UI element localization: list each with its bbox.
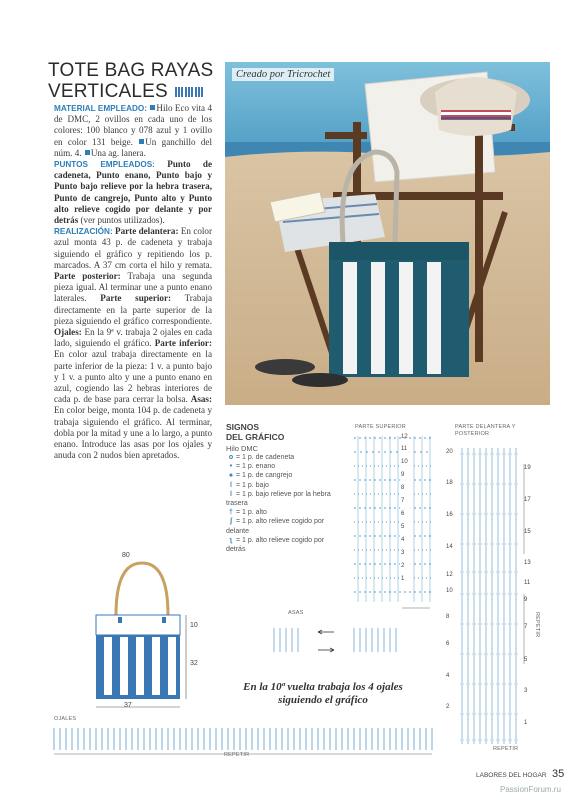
legend-label: = 1 p. bajo	[236, 481, 269, 489]
row-number: 17	[524, 497, 531, 503]
row-number: 2	[446, 704, 450, 710]
puntos-text: Punto de cadeneta, Punto enano, Punto bajo y Punto bajo relieve por la hebra trasera, Punto de cangrejo, Punto alto y Punto alto relieve cogido por delante y por detrás	[54, 159, 212, 226]
body-measure: 32	[190, 660, 198, 667]
buttonhole-note: En la 10ª vuelta trabaja los 4 ojales siguiendo el gráfico	[243, 681, 403, 706]
crab-stitch-icon: ♠	[229, 472, 233, 480]
double-crochet-icon: †	[229, 509, 233, 517]
row-number: 16	[446, 512, 453, 518]
section-text: En color beige, monta 104 p. de cadeneta y trabaja siguiendo el gráfico. Al terminar, dobla por la mitad y une a lo largo, a punto enano. Introduce las asas por los ojales y anuda con 2 nudos bien apretados.	[54, 405, 212, 461]
row-number: 19	[524, 465, 531, 471]
chart-label-ojales: OJALES	[54, 716, 77, 722]
legend-title-2: DEL GRÁFICO	[226, 432, 285, 442]
row-number: 1	[524, 720, 528, 726]
row-number: 5	[524, 657, 528, 663]
row-number: 8	[446, 614, 450, 620]
section-text: Trabaja directamente en la parte superior de la pieza siguiendo el gráfico correspondiente.	[54, 293, 213, 326]
bullet-icon	[85, 150, 90, 155]
material-text: Hilo Eco vita 4 de DMC, 2 ovillos en cada uno de los colores: 100 blanco y 078 azul y 1 ovillo en color 131 beige.	[54, 103, 212, 147]
section-label: Ojales:	[54, 327, 82, 338]
row-number: 7	[401, 498, 405, 504]
row-number: 12	[446, 572, 453, 578]
row-number: 14	[446, 544, 453, 550]
repeat-label: REPETIR	[493, 746, 519, 752]
repeat-label: REPETIR	[534, 612, 540, 638]
legend-label: = 1 p. de cadeneta	[236, 454, 295, 461]
product-photo	[225, 62, 550, 405]
magazine-name: LABORES DEL HOGAR	[476, 772, 547, 779]
difficulty-mark	[185, 87, 193, 97]
slip-stitch-icon: •	[229, 463, 233, 471]
legend-subtitle: Hilo DMC	[226, 444, 259, 453]
section-label: Parte delantera:	[115, 226, 179, 237]
handle-measure: 80	[122, 552, 130, 559]
row-number: 20	[446, 449, 453, 455]
watermark: PassionForum.ru	[500, 785, 561, 794]
puntos-note: (ver puntos utilizados).	[80, 215, 165, 226]
material-hook: Un ganchillo del núm. 4.	[54, 136, 212, 158]
bag-diagram	[82, 555, 192, 715]
back-post-dc-icon: ʅ	[229, 536, 233, 544]
row-number: 11	[401, 446, 408, 452]
row-number: 13	[524, 560, 531, 566]
back-loop-sc-icon: ǀ	[230, 490, 232, 498]
chart-label-asas: ASAS	[288, 610, 304, 616]
front-post-dc-icon: ʃ	[229, 518, 233, 526]
row-number: 11	[524, 580, 531, 586]
legend-item	[226, 481, 336, 490]
section-text: En la 9ª v. trabaja 2 ojales en cada lado, siguiendo el gráfico.	[54, 327, 212, 349]
section-label: Parte posterior:	[54, 271, 121, 282]
top-measure: 10	[190, 622, 198, 629]
row-number: 6	[446, 641, 450, 647]
row-number: 7	[524, 624, 528, 630]
section-label: Parte inferior:	[154, 338, 212, 349]
realizacion-heading: REALIZACIÓN:	[54, 227, 113, 237]
row-number: 8	[401, 485, 405, 491]
difficulty-mark	[175, 87, 183, 97]
legend-label: = 1 p. alto relieve cogido por delante	[226, 518, 325, 535]
material-needle: Una ag. lanera.	[90, 147, 146, 158]
section-text: En color azul trabaja directamente en la parte inferior de la pieza: 1 v. a punto bajo y 1 v. a punto alto y une a punto enano en azul, cogiendo las 2 hebras interiores de cada p. de base para cerrar la bolsa.	[54, 349, 212, 405]
row-number: 5	[401, 524, 405, 530]
chart-legend	[226, 422, 336, 554]
row-number: 9	[524, 597, 528, 603]
article-title	[48, 60, 228, 102]
legend-title: SIGNOS	[226, 422, 260, 432]
material-heading: MATERIAL EMPLEADO:	[54, 104, 148, 113]
row-number: 10	[446, 588, 453, 594]
legend-item	[226, 453, 336, 462]
legend-item	[226, 508, 336, 517]
instructions-text	[54, 103, 212, 462]
chart-asas	[268, 618, 408, 660]
title-text: TOTE BAG RAYAS VERTICALES	[48, 60, 214, 102]
repeat-label: REPETIR	[224, 752, 250, 758]
row-number: 9	[401, 472, 405, 478]
legend-label: = 1 p. alto	[236, 509, 267, 517]
section-text: En color azul monta 43 p. de cadeneta y trabaja siguiendo el gráfico y repitiendo los p. marcados. A 37 cm corta el hilo y remata.	[54, 226, 212, 270]
legend-label: = 1 p. enano	[236, 463, 276, 471]
row-number: 10	[401, 459, 408, 465]
legend-item	[226, 536, 336, 554]
row-number: 6	[401, 511, 405, 517]
legend-label: = 1 p. bajo relieve por la hebra trasera	[226, 490, 331, 508]
row-number: 3	[401, 550, 405, 556]
section-label: Parte superior:	[100, 293, 172, 304]
legend-item	[226, 490, 336, 508]
legend-label: = 1 p. alto relieve cogido por detrás	[226, 536, 325, 554]
row-number: 1	[401, 576, 405, 582]
beach-scene	[225, 62, 550, 405]
bullet-icon	[150, 105, 155, 110]
row-number: 4	[446, 673, 450, 679]
chain-icon: o	[228, 454, 234, 461]
legend-item	[226, 462, 336, 471]
row-number: 18	[446, 480, 453, 486]
legend-item	[226, 517, 336, 535]
difficulty-mark	[195, 87, 203, 97]
section-label: Asas:	[190, 394, 212, 405]
photo-credit: Creado por Tricrochet	[232, 68, 334, 81]
row-number: 3	[524, 688, 528, 694]
width-measure: 37	[124, 702, 132, 709]
legend-item	[226, 471, 336, 480]
section-text: Trabaja una segunda pieza igual. Al terminar une a punto enano laterales.	[54, 271, 213, 304]
chart-superior	[352, 432, 436, 612]
chart-label-delantera: PARTE DELANTERA Y POSTERIOR	[455, 424, 516, 437]
row-number: 15	[524, 529, 531, 535]
chart-label-superior: PARTE SUPERIOR	[355, 424, 406, 430]
row-number: 12	[401, 434, 408, 440]
page-number: 35	[552, 768, 565, 780]
bullet-icon	[139, 139, 144, 144]
puntos-heading: PUNTOS EMPLEADOS:	[54, 160, 155, 170]
row-number: 4	[401, 537, 405, 543]
legend-label: = 1 p. de cangrejo	[236, 472, 293, 480]
row-number: 2	[401, 563, 405, 569]
single-crochet-icon: ǀ	[230, 481, 232, 489]
